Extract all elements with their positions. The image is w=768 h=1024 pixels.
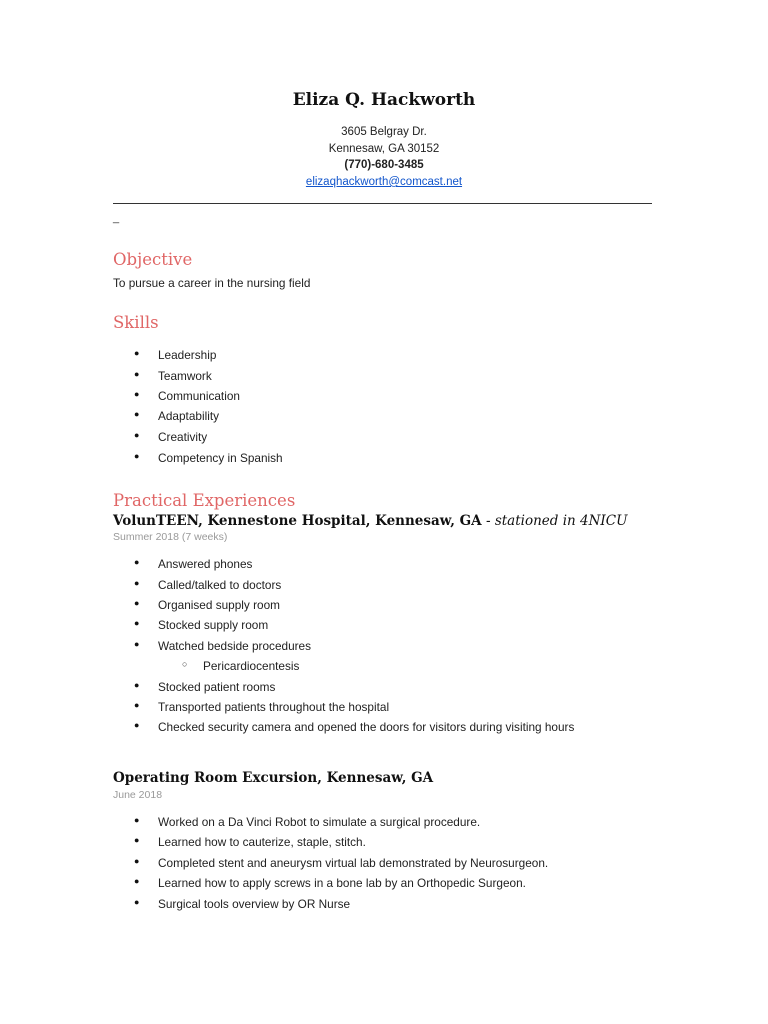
skills-heading: Skills — [113, 313, 159, 332]
duty-text: Organised supply room — [158, 598, 280, 612]
address-line-1: 3605 Belgray Dr. — [341, 126, 427, 138]
activity-text: Learned how to apply screws in a bone lab by an Orthopedic Surgeon. — [158, 876, 526, 890]
operating-room-title: Operating Room Excursion, Kennesaw, GA — [113, 770, 434, 786]
duty-text: Watched bedside procedures — [158, 639, 312, 653]
bullet-icon: ● — [134, 389, 140, 399]
bullet-icon: ● — [134, 557, 140, 567]
volunteen-title-text: VolunTEEN, Kennestone Hospital, Kennesaw, GA — [113, 513, 482, 529]
address-line-2: Kennesaw, GA 30152 — [328, 143, 440, 155]
activity-text: Completed stent and aneurysm virtual lab demonstrated by Neurosurgeon. — [158, 856, 549, 870]
bullet-icon: ● — [134, 700, 140, 710]
bullet-icon: ● — [134, 815, 140, 825]
practical-experiences-heading: Practical Experiences — [113, 491, 296, 510]
duty-subtext: Pericardiocentesis — [203, 659, 300, 673]
bullet-icon: ● — [134, 618, 140, 628]
objective-heading: Objective — [113, 250, 193, 269]
bullet-icon: ● — [134, 451, 140, 461]
phone-number: (770)-680-3485 — [344, 159, 424, 171]
header-divider — [113, 203, 652, 204]
title-separator: - — [481, 513, 495, 529]
volunteen-station: stationed in 4NICU — [494, 513, 628, 529]
duty-text: Answered phones — [158, 557, 253, 571]
divider-tail: _ — [113, 212, 120, 224]
bullet-icon: ● — [134, 598, 140, 608]
bullet-icon: ● — [134, 720, 140, 730]
hollow-bullet-icon: ○ — [182, 659, 188, 669]
duty-text: Stocked patient rooms — [158, 680, 276, 694]
duty-text: Checked security camera and opened the doors for visitors during visiting hours — [158, 720, 575, 734]
skill-text: Communication — [158, 389, 240, 403]
email-link[interactable]: elizaqhackworth@comcast.net — [305, 176, 463, 188]
bullet-icon: ● — [134, 369, 140, 379]
duty-text: Called/talked to doctors — [158, 578, 282, 592]
operating-room-date: June 2018 — [113, 789, 163, 801]
skill-text: Teamwork — [158, 369, 212, 383]
bullet-icon: ● — [134, 856, 140, 866]
activity-text: Worked on a Da Vinci Robot to simulate a surgical procedure. — [158, 815, 481, 829]
skill-text: Leadership — [158, 348, 217, 362]
bullet-icon: ● — [134, 409, 140, 419]
skill-text: Competency in Spanish — [158, 451, 283, 465]
volunteen-date: Summer 2018 (7 weeks) — [113, 531, 228, 543]
bullet-icon: ● — [134, 430, 140, 440]
objective-text: To pursue a career in the nursing field — [113, 276, 311, 290]
duty-text: Transported patients throughout the hospital — [158, 700, 390, 714]
bullet-icon: ● — [134, 578, 140, 588]
bullet-icon: ● — [134, 876, 140, 886]
activity-text: Surgical tools overview by OR Nurse — [158, 897, 351, 911]
bullet-icon: ● — [134, 897, 140, 907]
activity-text: Learned how to cauterize, staple, stitch. — [158, 835, 366, 849]
bullet-icon: ● — [134, 348, 140, 358]
skill-text: Creativity — [158, 430, 208, 444]
resume-name: Eliza Q. Hackworth — [292, 90, 476, 110]
bullet-icon: ● — [134, 835, 140, 845]
bullet-icon: ● — [134, 680, 140, 690]
duty-text: Stocked supply room — [158, 618, 269, 632]
bullet-icon: ● — [134, 639, 140, 649]
skill-text: Adaptability — [158, 409, 219, 423]
volunteen-title — [113, 513, 627, 529]
